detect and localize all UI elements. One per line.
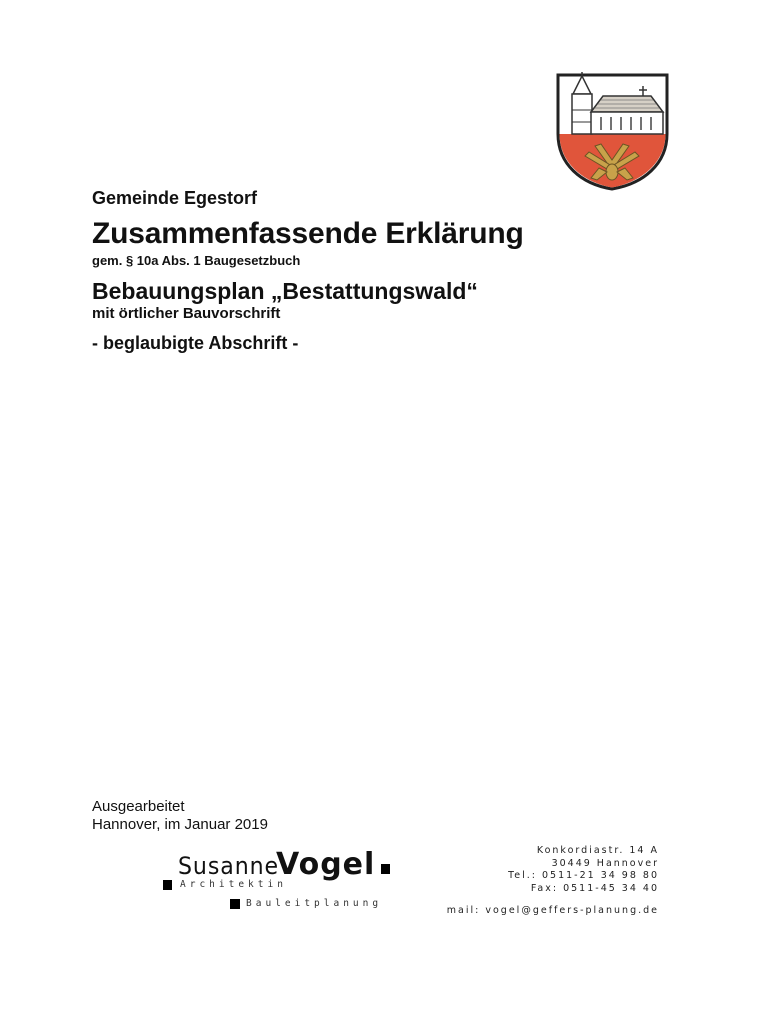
certified-copy-note: - beglaubigte Abschrift - [92,333,299,353]
prepared-label: Ausgearbeitet [92,798,185,815]
logo-last-name: Vogel [276,847,376,882]
logo-square-icon [381,864,390,874]
logo-square-icon [163,880,172,890]
plan-name: Bebauungsplan „Bestattungswald“ [92,278,478,304]
contact-phone: Tel.: 0511-21 34 98 80 [508,870,659,881]
contact-street: Konkordiastr. 14 A [536,845,659,856]
contact-city: 30449 Hannover [551,857,659,869]
municipality-name: Gemeinde Egestorf [92,188,258,208]
logo-first-name: Susanne [178,852,280,880]
contact-fax: Fax: 0511-45 34 40 [530,882,659,894]
logo-line-architect: Architektin [180,879,287,890]
logo-line-planning: Bauleitplanung [246,898,383,909]
legal-basis: gem. § 10a Abs. 1 Baugesetzbuch [92,253,301,268]
coat-of-arms-icon [555,72,670,192]
plan-subtitle: mit örtlicher Bauvorschrift [92,305,281,322]
place-date: Hannover, im Januar 2019 [92,816,268,833]
contact-address [508,845,659,895]
logo-square-icon [230,899,240,909]
document-title: Zusammenfassende Erklärung [92,217,524,250]
prepared-by-block [92,798,268,834]
contact-email: mail: vogel@geffers-planung.de [446,905,659,916]
